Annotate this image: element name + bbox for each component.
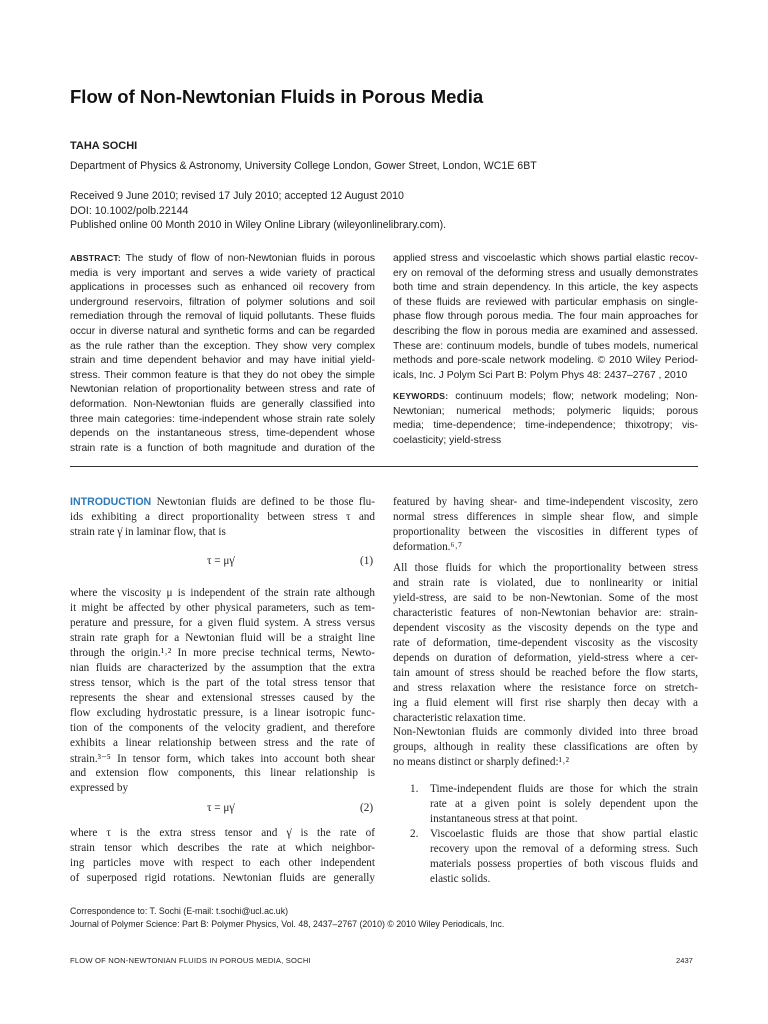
body-line: represents the shear and extensional stresses caused by the (70, 692, 375, 704)
body-col1 (70, 496, 375, 541)
list-line: instantaneous stress at that point. (430, 813, 578, 825)
abstract-line: three main categories: time-independent whose strain rate solely (70, 413, 375, 425)
equation-1: τ = μγ̇ (207, 555, 235, 567)
body-line: strain tensor which describes the rate at which neighbor- (70, 842, 375, 854)
correspondence-note (70, 905, 504, 931)
body-line: All those fluids for which the proportionality between stress (393, 562, 698, 574)
abstract-line: phase flow through porous media. The four main approaches for (393, 311, 698, 323)
body-line: ing particles move with respect to each other independent (70, 857, 375, 869)
body-col1-para2 (70, 587, 375, 797)
body-line: strain rate γ̇ in laminar flow, that is (70, 526, 226, 538)
section-heading-introduction: INTRODUCTION (70, 496, 152, 508)
abstract-line: The study of flow of non-Newtonian fluids in porous (125, 253, 375, 264)
keywords (393, 391, 698, 449)
body-line: characteristic relaxation time. (393, 712, 526, 724)
abstract-line: strain and time dependent behavior and may have initial yield- (70, 355, 375, 367)
abstract-line: applied stress and viscoelastic which shows partial elastic recov- (393, 253, 698, 264)
abstract-line: media is very important and serves a wide variety of practical (70, 267, 375, 279)
running-title: FLOW OF NON-NEWTONIAN FLUIDS IN POROUS MEDIA, SOCHI (70, 956, 311, 965)
publication-dates (70, 189, 446, 233)
list-line: elastic solids. (430, 873, 491, 885)
abstract-col1 (70, 253, 375, 457)
body-line: ing a fluid element will first rise sharply then decay with a (393, 697, 698, 709)
body-line: tion of the components of the velocity gradient, and therefore (70, 722, 375, 734)
abstract-line: of these fluids are reviewed with particular emphasis on single- (393, 296, 698, 308)
list-line: materials possess properties of both viscous fluids and (430, 858, 698, 870)
list-item (410, 828, 698, 888)
doi-line: DOI: 10.1002/polb.22144 (70, 204, 189, 217)
keywords-line: continuum models; flow; network modeling; Non- (455, 391, 698, 402)
abstract-line: both time and strain dependency. In this article, the key aspects (393, 282, 698, 294)
abstract-label: ABSTRACT: (70, 253, 121, 263)
published-line: Published online 00 Month 2010 in Wiley Online Library (wileyonlinelibrary.com). (70, 219, 447, 232)
abstract-line: deformation. Non-Newtonian fluids are generally classified into (70, 398, 375, 410)
body-line: through the origin.¹˒² In more precise technical terms, Newto- (70, 647, 375, 659)
abstract-line: methods and pore-scale network modeling. © 2010 Wiley Period- (393, 355, 698, 367)
abstract-line: underground reservoirs, filtration of polymer solutions and soil (70, 296, 375, 308)
abstract-line: stress. Their common feature is that they do not obey the simple (70, 369, 375, 381)
body-line: depends on duration of deformation, yield-stress where a cer- (393, 652, 698, 664)
body-line: normal stress differences in simple shear flow, and simple (393, 511, 698, 523)
list-item-number: 2. (410, 828, 419, 840)
correspondence-line: Correspondence to: T. Sochi (E-mail: t.sochi@ucl.ac.uk) (70, 906, 289, 916)
keywords-line: Newtonian; numerical methods; polymeric liquids; porous (393, 405, 698, 417)
equation-2-number: (2) (360, 802, 374, 814)
equation-1-number: (1) (360, 555, 374, 567)
abstract-line: strain rate is a function of both magnitude and duration of the (70, 442, 375, 454)
page-title: Flow of Non-Newtonian Fluids in Porous Media (70, 86, 484, 107)
body-line: exhibits a linear relationship between stress and the rate of (70, 737, 375, 749)
body-line: flow excluding hydrostatic pressure, is a linear isotropic func- (70, 707, 375, 719)
section-divider (70, 466, 698, 467)
body-line: strain.³⁻⁵ In tensor form, which takes into account both shear (70, 753, 375, 765)
abstract-line: icals, Inc. J Polym Sci Part B: Polym Phys 48: 2437–2767 , 2010 (393, 369, 688, 381)
body-line: no means distinct or sharply defined:¹˒² (393, 756, 570, 768)
body-line: expressed by (70, 782, 129, 794)
body-line: rate of deformation, time-dependent viscosity as the viscosity (393, 637, 698, 649)
list-line: rate at a given point is solely dependent upon the (430, 798, 698, 810)
body-line: groups, although in reality these classifications are often by (393, 741, 698, 753)
body-line: stress tensor, which is the part of the total stress tensor that (70, 677, 375, 689)
body-line: where τ is the extra stress tensor and γ̇ is the rate of (70, 827, 375, 839)
body-line: Newtonian fluids are defined to be those flu- (156, 496, 375, 508)
body-line: Non-Newtonian fluids are commonly divided into three broad (393, 726, 698, 738)
abstract-line: remediation through the removal of liquid pollutants. These fluids (70, 311, 375, 323)
fluid-categories-list (410, 783, 698, 888)
equation-2: τ = μγ̇ (207, 802, 235, 814)
affiliation: Department of Physics & Astronomy, University College London, Gower Street, London, WC1E 6BT (70, 160, 537, 172)
body-line: proportionality between the viscosities in different types of (393, 526, 698, 538)
body-line: of superposed rigid rotations. Newtonian fluids are generally (70, 872, 375, 884)
body-line: ids exhibiting a direct proportionality between stress τ and (70, 511, 375, 523)
list-item-number: 1. (410, 783, 419, 795)
body-line: tain amount of stress should be reached before the flow starts, (393, 667, 698, 679)
body-line: featured by having shear- and time-independent viscosity, zero (393, 496, 698, 508)
list-item (410, 783, 698, 828)
abstract-col2 (393, 253, 698, 384)
body-line: where the viscosity μ is independent of the strain rate although (70, 587, 375, 599)
body-line: deformation.⁶˒⁷ (393, 541, 462, 553)
body-line: and extension flow components, this linear relationship is (70, 767, 375, 779)
body-line: perature and pressure, for a given fluid system. A stress versus (70, 617, 375, 629)
abstract-line: occur in diverse natural and synthetic forms and can be regarded (70, 325, 375, 337)
keywords-line: media; time-dependence; time-independence; thixotropy; vis- (393, 420, 698, 432)
body-line: nian fluids are characterized by the assumption that the extra (70, 662, 375, 674)
body-col2-para3 (393, 726, 698, 771)
body-line: characteristic features of non-Newtonian behavior are: strain- (393, 607, 698, 619)
body-col2 (393, 496, 698, 556)
list-line: recovery upon the removal of a deforming stress. Such (430, 843, 698, 855)
abstract-line: describing the flow in porous media are examined and assessed. (393, 325, 698, 337)
body-line: strain rate graph for a Newtonian fluid will be a straight line (70, 632, 375, 644)
body-col2-para2 (393, 562, 698, 727)
body-line: it might be affected by other physical parameters, such as tem- (70, 602, 375, 614)
author-name: TAHA SOCHI (70, 140, 138, 152)
abstract-line: Newtonian relation of proportionality between stress and rate of (70, 384, 375, 396)
list-line: Time-independent fluids are those for which the strain (430, 783, 698, 795)
abstract-line: These are: continuum models, bundle of tubes models, numerical (393, 340, 698, 352)
journal-line: Journal of Polymer Science: Part B: Polymer Physics, Vol. 48, 2437–2767 (2010) © 2010 Wiley Periodicals, Inc. (70, 919, 505, 929)
list-line: Viscoelastic fluids are those that show partial elastic (430, 828, 698, 840)
abstract-line: as the rule rather than the exception. They show very complex (70, 340, 375, 352)
abstract-line: ery on removal of the deforming stress and usually demonstrates (393, 267, 698, 279)
page-number: 2437 (676, 956, 693, 965)
abstract-line: applications in processes such as enhanced oil recovery from (70, 282, 375, 294)
body-line: and strain rate is violated, due to nonlinearity or initial (393, 577, 698, 589)
abstract-line: depends on the instantaneous stress, time-dependent whose (70, 428, 375, 440)
body-col1-para3 (70, 827, 375, 887)
keywords-label: KEYWORDS: (393, 391, 449, 401)
dates-line: Received 9 June 2010; revised 17 July 2010; accepted 12 August 2010 (70, 190, 404, 202)
body-line: dependent viscosity as the viscosity depends on the type and (393, 622, 698, 634)
keywords-line: coelasticity; yield-stress (393, 434, 502, 446)
body-line: yield-stress, are said to be non-Newtonian. Some of the most (393, 592, 698, 604)
body-line: and stress relaxation where the resistance force on stretch- (393, 682, 698, 694)
